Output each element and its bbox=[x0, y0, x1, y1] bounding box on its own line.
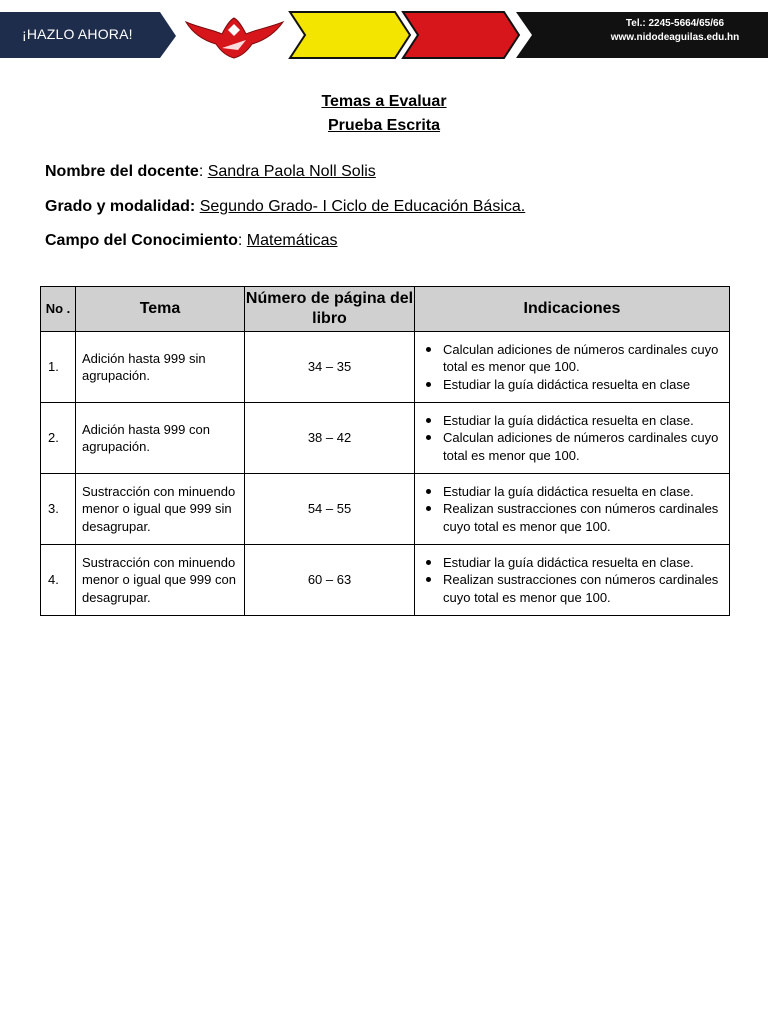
row-indicaciones bbox=[415, 332, 730, 403]
list-item: Realizan sustracciones con números cardinales cuyo total es menor que 100. bbox=[419, 500, 725, 535]
list-item: Calculan adiciones de números cardinales cuyo total es menor que 100. bbox=[419, 429, 725, 464]
row-pagina: 60 – 63 bbox=[245, 545, 415, 616]
info-grado: Grado y modalidad: Segundo Grado- I Ciclo de Educación Básica. bbox=[45, 198, 526, 215]
row-number: 1. bbox=[41, 332, 76, 403]
list-item: Estudiar la guía didáctica resuelta en clase. bbox=[419, 412, 725, 430]
list-item: Calculan adiciones de números cardinales cuyo total es menor que 100. bbox=[419, 341, 725, 376]
docente-value: Sandra Paola Noll Solis bbox=[207, 163, 376, 180]
row-number: 4. bbox=[41, 545, 76, 616]
row-pagina: 34 – 35 bbox=[245, 332, 415, 403]
info-docente: Nombre del docente: Sandra Paola Noll Solis bbox=[45, 163, 376, 180]
row-pagina: 54 – 55 bbox=[245, 474, 415, 545]
grado-label: Grado y modalidad bbox=[45, 198, 190, 215]
row-number: 3. bbox=[41, 474, 76, 545]
header-indicaciones: Indicaciones bbox=[415, 287, 730, 332]
row-indicaciones bbox=[415, 474, 730, 545]
banner-contact bbox=[600, 17, 750, 45]
indicaciones-list bbox=[419, 554, 725, 607]
table-row bbox=[41, 474, 730, 545]
indicaciones-list bbox=[419, 341, 725, 394]
indicaciones-list bbox=[419, 412, 725, 465]
list-item: Estudiar la guía didáctica resuelta en clase bbox=[419, 376, 725, 394]
table-header-row bbox=[41, 287, 730, 332]
info-campo: Campo del Conocimiento: Matemáticas bbox=[45, 232, 338, 249]
topics-table bbox=[40, 286, 730, 616]
row-tema: Sustracción con minuendo menor o igual que 999 con desagrupar. bbox=[76, 545, 245, 616]
list-item: Estudiar la guía didáctica resuelta en clase. bbox=[419, 483, 725, 501]
document-subtitle: Prueba Escrita bbox=[327, 117, 441, 134]
table-row bbox=[41, 545, 730, 616]
contact-website: www.nidodeaguilas.edu.hn bbox=[610, 32, 740, 43]
list-item: Estudiar la guía didáctica resuelta en clase. bbox=[419, 554, 725, 572]
header-banner bbox=[0, 0, 768, 60]
docente-label: Nombre del docente bbox=[45, 163, 199, 180]
row-tema: Sustracción con minuendo menor o igual que 999 sin desagrupar. bbox=[76, 474, 245, 545]
row-tema: Adición hasta 999 sin agrupación. bbox=[76, 332, 245, 403]
header-tema: Tema bbox=[76, 287, 245, 332]
table-row bbox=[41, 332, 730, 403]
campo-value: Matemáticas bbox=[246, 232, 338, 249]
row-pagina: 38 – 42 bbox=[245, 403, 415, 474]
row-indicaciones bbox=[415, 545, 730, 616]
banner-cta-text: ¡HAZLO AHORA! bbox=[22, 26, 133, 42]
row-indicaciones bbox=[415, 403, 730, 474]
row-number: 2. bbox=[41, 403, 76, 474]
table-row bbox=[41, 403, 730, 474]
campo-label: Campo del Conocimiento bbox=[45, 232, 238, 249]
header-no: No . bbox=[41, 287, 76, 332]
row-tema: Adición hasta 999 con agrupación. bbox=[76, 403, 245, 474]
list-item: Realizan sustracciones con números cardinales cuyo total es menor que 100. bbox=[419, 571, 725, 606]
document-title: Temas a Evaluar bbox=[321, 93, 447, 110]
indicaciones-list bbox=[419, 483, 725, 536]
contact-phone: Tel.: 2245-5664/65/66 bbox=[625, 18, 725, 29]
grado-value: Segundo Grado- I Ciclo de Educación Básica. bbox=[199, 198, 526, 215]
header-pagina: Número de página del libro bbox=[245, 287, 415, 332]
